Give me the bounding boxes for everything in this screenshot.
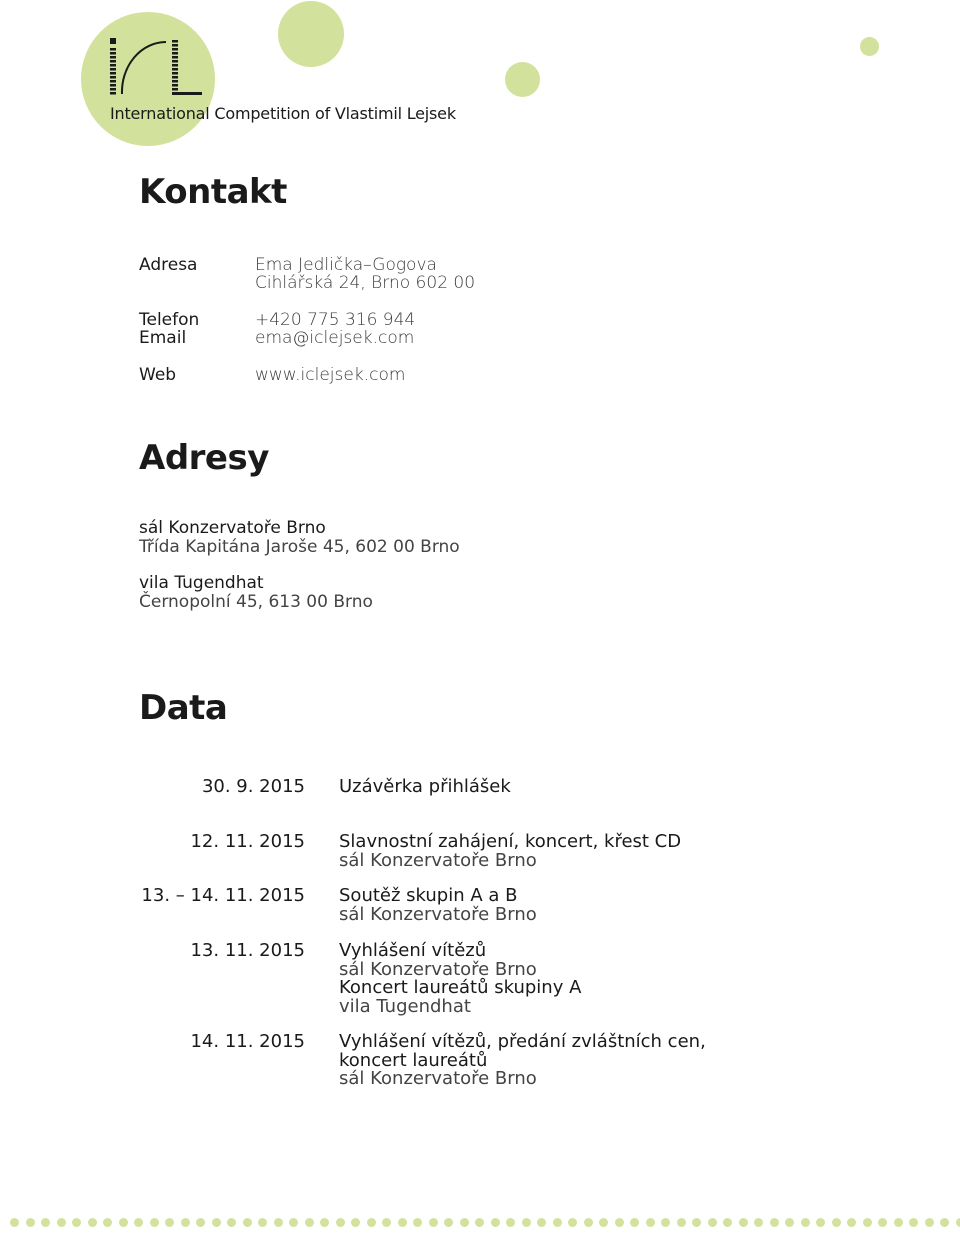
section-title-data: Data bbox=[139, 688, 228, 728]
footer-dot bbox=[103, 1218, 112, 1227]
footer-dot bbox=[165, 1218, 174, 1227]
footer-dot bbox=[754, 1218, 763, 1227]
footer-dot bbox=[351, 1218, 360, 1227]
event-date: 12. 11. 2015 bbox=[190, 831, 305, 852]
footer-dot bbox=[677, 1218, 686, 1227]
footer-dot bbox=[878, 1218, 887, 1227]
footer-dot bbox=[584, 1218, 593, 1227]
footer-dot bbox=[212, 1218, 221, 1227]
footer-dot bbox=[382, 1218, 391, 1227]
event-place: sál Konzervatoře Brno bbox=[339, 1068, 537, 1089]
footer-dot bbox=[460, 1218, 469, 1227]
footer-dot bbox=[506, 1218, 515, 1227]
event-date: 13. – 14. 11. 2015 bbox=[141, 885, 305, 906]
footer-dot bbox=[646, 1218, 655, 1227]
label-adresa: Adresa bbox=[139, 255, 198, 275]
event-place: sál Konzervatoře Brno bbox=[339, 903, 537, 925]
event-place: sál Konzervatoře Brno bbox=[339, 849, 537, 871]
event-title: Slavnostní zahájení, koncert, křest CD bbox=[339, 831, 682, 852]
event-title: Soutěž skupin A a B bbox=[339, 885, 518, 906]
footer-dot bbox=[599, 1218, 608, 1227]
logo-text: International Competition of Vlastimil Lejsek bbox=[110, 104, 456, 123]
footer-dot bbox=[88, 1218, 97, 1227]
value-email-link[interactable]: ema@iclejsek.com bbox=[255, 328, 415, 348]
footer-dot bbox=[320, 1218, 329, 1227]
footer-dot bbox=[10, 1218, 19, 1227]
footer-dot bbox=[305, 1218, 314, 1227]
decorative-circle bbox=[278, 1, 344, 67]
dotted-footer-border bbox=[0, 1218, 960, 1230]
footer-dot bbox=[692, 1218, 701, 1227]
address-name: sál Konzervatoře Brno bbox=[139, 518, 326, 538]
value-web-link[interactable]: www.iclejsek.com bbox=[255, 365, 406, 385]
address-street: Černopolní 45, 613 00 Brno bbox=[139, 592, 373, 612]
footer-dot bbox=[615, 1218, 624, 1227]
event-title: Uzávěrka přihlášek bbox=[339, 776, 511, 797]
event-title: koncert laureátů bbox=[339, 1049, 488, 1071]
footer-dot bbox=[181, 1218, 190, 1227]
footer-dot bbox=[522, 1218, 531, 1227]
event-title: Vyhlášení vítězů, předání zvláštních cen, bbox=[339, 1031, 706, 1052]
footer-dot bbox=[274, 1218, 283, 1227]
event-title: Koncert laureátů skupiny A bbox=[339, 977, 582, 998]
footer-dot bbox=[475, 1218, 484, 1227]
address-item bbox=[139, 574, 373, 612]
event-entry bbox=[339, 833, 681, 870]
footer-dot bbox=[119, 1218, 128, 1227]
event-date: 13. 11. 2015 bbox=[190, 940, 305, 961]
footer-dot bbox=[150, 1218, 159, 1227]
footer-dot bbox=[894, 1218, 903, 1227]
footer-dot bbox=[568, 1218, 577, 1227]
footer-dot bbox=[134, 1218, 143, 1227]
label-email: Email bbox=[139, 328, 187, 348]
decorative-circle bbox=[505, 62, 540, 97]
footer-dot bbox=[785, 1218, 794, 1227]
footer-dot bbox=[243, 1218, 252, 1227]
label-web: Web bbox=[139, 365, 177, 385]
footer-dot bbox=[630, 1218, 639, 1227]
footer-dot bbox=[770, 1218, 779, 1227]
event-entry bbox=[339, 887, 537, 924]
event-date: 14. 11. 2015 bbox=[190, 1031, 305, 1052]
footer-dot bbox=[940, 1218, 949, 1227]
address-item bbox=[139, 519, 460, 557]
decorative-circle bbox=[860, 37, 879, 56]
section-title-adresy: Adresy bbox=[139, 438, 269, 478]
footer-dot bbox=[336, 1218, 345, 1227]
footer-dot bbox=[196, 1218, 205, 1227]
event-place: sál Konzervatoře Brno bbox=[339, 958, 537, 980]
footer-dot bbox=[444, 1218, 453, 1227]
footer-dot bbox=[413, 1218, 422, 1227]
footer-dot bbox=[739, 1218, 748, 1227]
footer-dot bbox=[832, 1218, 841, 1227]
footer-dot bbox=[801, 1218, 810, 1227]
label-telefon: Telefon bbox=[139, 310, 200, 330]
footer-dot bbox=[227, 1218, 236, 1227]
address-name: vila Tugendhat bbox=[139, 573, 264, 593]
footer-dot bbox=[661, 1218, 670, 1227]
event-entry bbox=[339, 1033, 706, 1089]
footer-dot bbox=[26, 1218, 35, 1227]
value-phone[interactable]: +420 775 316 944 bbox=[255, 310, 416, 330]
address-street: Třída Kapitána Jaroše 45, 602 00 Brno bbox=[139, 537, 460, 557]
event-place: vila Tugendhat bbox=[339, 995, 471, 1017]
value-address-line-2: Cihlářská 24, Brno 602 00 bbox=[255, 273, 476, 293]
footer-dot bbox=[537, 1218, 546, 1227]
footer-dot bbox=[816, 1218, 825, 1227]
footer-dot bbox=[925, 1218, 934, 1227]
footer-dot bbox=[708, 1218, 717, 1227]
section-title-kontakt: Kontakt bbox=[139, 172, 287, 212]
footer-dot bbox=[553, 1218, 562, 1227]
footer-dot bbox=[491, 1218, 500, 1227]
footer-dot bbox=[258, 1218, 267, 1227]
footer-dot bbox=[847, 1218, 856, 1227]
footer-dot bbox=[956, 1218, 960, 1227]
event-title: Vyhlášení vítězů bbox=[339, 940, 487, 961]
event-entry bbox=[339, 942, 581, 1016]
footer-dot bbox=[429, 1218, 438, 1227]
footer-dot bbox=[41, 1218, 50, 1227]
footer-dot bbox=[72, 1218, 81, 1227]
footer-dot bbox=[367, 1218, 376, 1227]
event-entry bbox=[339, 778, 511, 797]
footer-dot bbox=[863, 1218, 872, 1227]
icl-logo-icon bbox=[108, 38, 208, 98]
footer-dot bbox=[398, 1218, 407, 1227]
footer-dot bbox=[909, 1218, 918, 1227]
footer-dot bbox=[289, 1218, 298, 1227]
footer-dot bbox=[57, 1218, 66, 1227]
value-address-line-1: Ema Jedlička–Gogova bbox=[255, 255, 437, 275]
event-date: 30. 9. 2015 bbox=[201, 776, 305, 797]
footer-dot bbox=[723, 1218, 732, 1227]
